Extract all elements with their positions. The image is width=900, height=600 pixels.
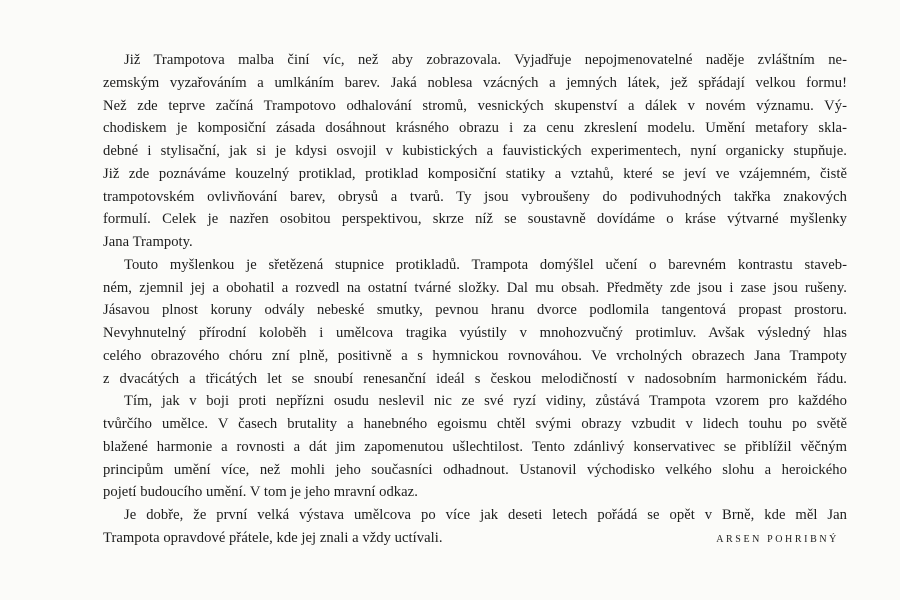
text-line: chodiskem je komposiční zásada dosáhnout krásného obrazu i za cenu zkreslení modelu. Umění metafory skla- [103,120,847,137]
text-line: Trampota opravdové přátele, kde jej znali a vždy uctívali. [103,529,443,546]
text-line: Již Trampotova malba činí víc, než aby zobrazovala. Vyjadřuje nepojmenovatelné naděje zvláštním ne- [124,52,847,68]
paragraph-4 [103,504,847,550]
final-line-row [103,527,847,550]
text-line: formulí. Celek je nazřen osobitou perspektivou, skrze níž se soustavně dovídáme o kráse výtvarné myšlenky [103,211,847,228]
text-line: z dvacátých a třicátých let se snoubí renesanční ideál s českou melodičností v nadosobním harmonickém řádu. [103,370,847,387]
text-line: Tím, jak v boji proti nepřízni osudu neslevil nic ze své ryzí vidiny, zůstává Trampota vzorem pro každého [124,393,847,410]
article-text [103,49,847,550]
text-line: principům umění více, než mohli jeho současníci odhadnout. Ustanovil východisko velkého slohu a heroického [103,461,847,478]
text-line: Již zde poznáváme kouzelný protiklad, protiklad komposiční statiky a vztahů, které se jeví ve vzájemném, čistě [103,165,847,182]
text-line: Touto myšlenkou je sřetězená stupnice protikladů. Trampota domýšlel učení o barevném kontrastu staveb- [124,256,847,273]
text-line: trampotovském ovlivňování barev, obrysů a tvarů. Ty jsou vybroušeny do podivuhodných takřka znakových [103,188,847,205]
text-line: debné i stylisační, jak si je kdysi osvojil v kubistických a fauvistických experimentech, nyní organicky stupňuje. [103,143,847,159]
text-line: tvůrčího umělce. V časech brutality a hanebného egoismu chtěl svými obrazy vzbudit v lidech touhu po světě [103,416,847,432]
author-signature: ARSEN POHRIBNÝ [716,533,839,545]
text-line: Jana Trampoty. [103,234,193,250]
paragraph-1 [103,49,847,254]
text-line: ném, zjemnil jej a obohatil a rozvedl na ostatní tvárné složky. Dal mu obsah. Předměty zde jsou i zase jsou rušeny. [103,279,847,296]
text-line: Nevyhnutelný přírodní koloběh i umělcova tragika vyústily v mnohozvučný protimluv. Avšak výsledný hlas [103,325,847,341]
text-line: Jásavou plnost koruny odvály nebeské smutky, pevnou hranu dvorce podlomila tangentová propast prostoru. [103,302,847,319]
text-line: blažené harmonie a rovnosti a dát jim zapomenutou ušlechtilost. Tento zdánlivý konservativec se přiblížil věčným [103,438,847,455]
text-line: zemským vyzařováním a umlkáním barev. Jaká noblesa vzácných a jemných látek, jež spřádají velkou formu! [103,74,847,91]
text-line: celého obrazového chóru zní plně, positivně a s hymnickou rovnováhou. Ve vrcholných obrazech Jana Trampoty [103,347,847,364]
paragraph-3 [103,390,847,504]
text-line: Je dobře, že první velká výstava umělcova po více jak deseti letech pořádá se opět v Brně, kde měl Jan [124,507,847,523]
text-line: pojetí budoucího umění. V tom je jeho mravní odkaz. [103,484,418,501]
paragraph-2 [103,254,847,391]
text-line: Než zde teprve začíná Trampotovo odhalování stromů, vesnických skupenství a dálek v novém významu. Vý- [103,97,847,114]
